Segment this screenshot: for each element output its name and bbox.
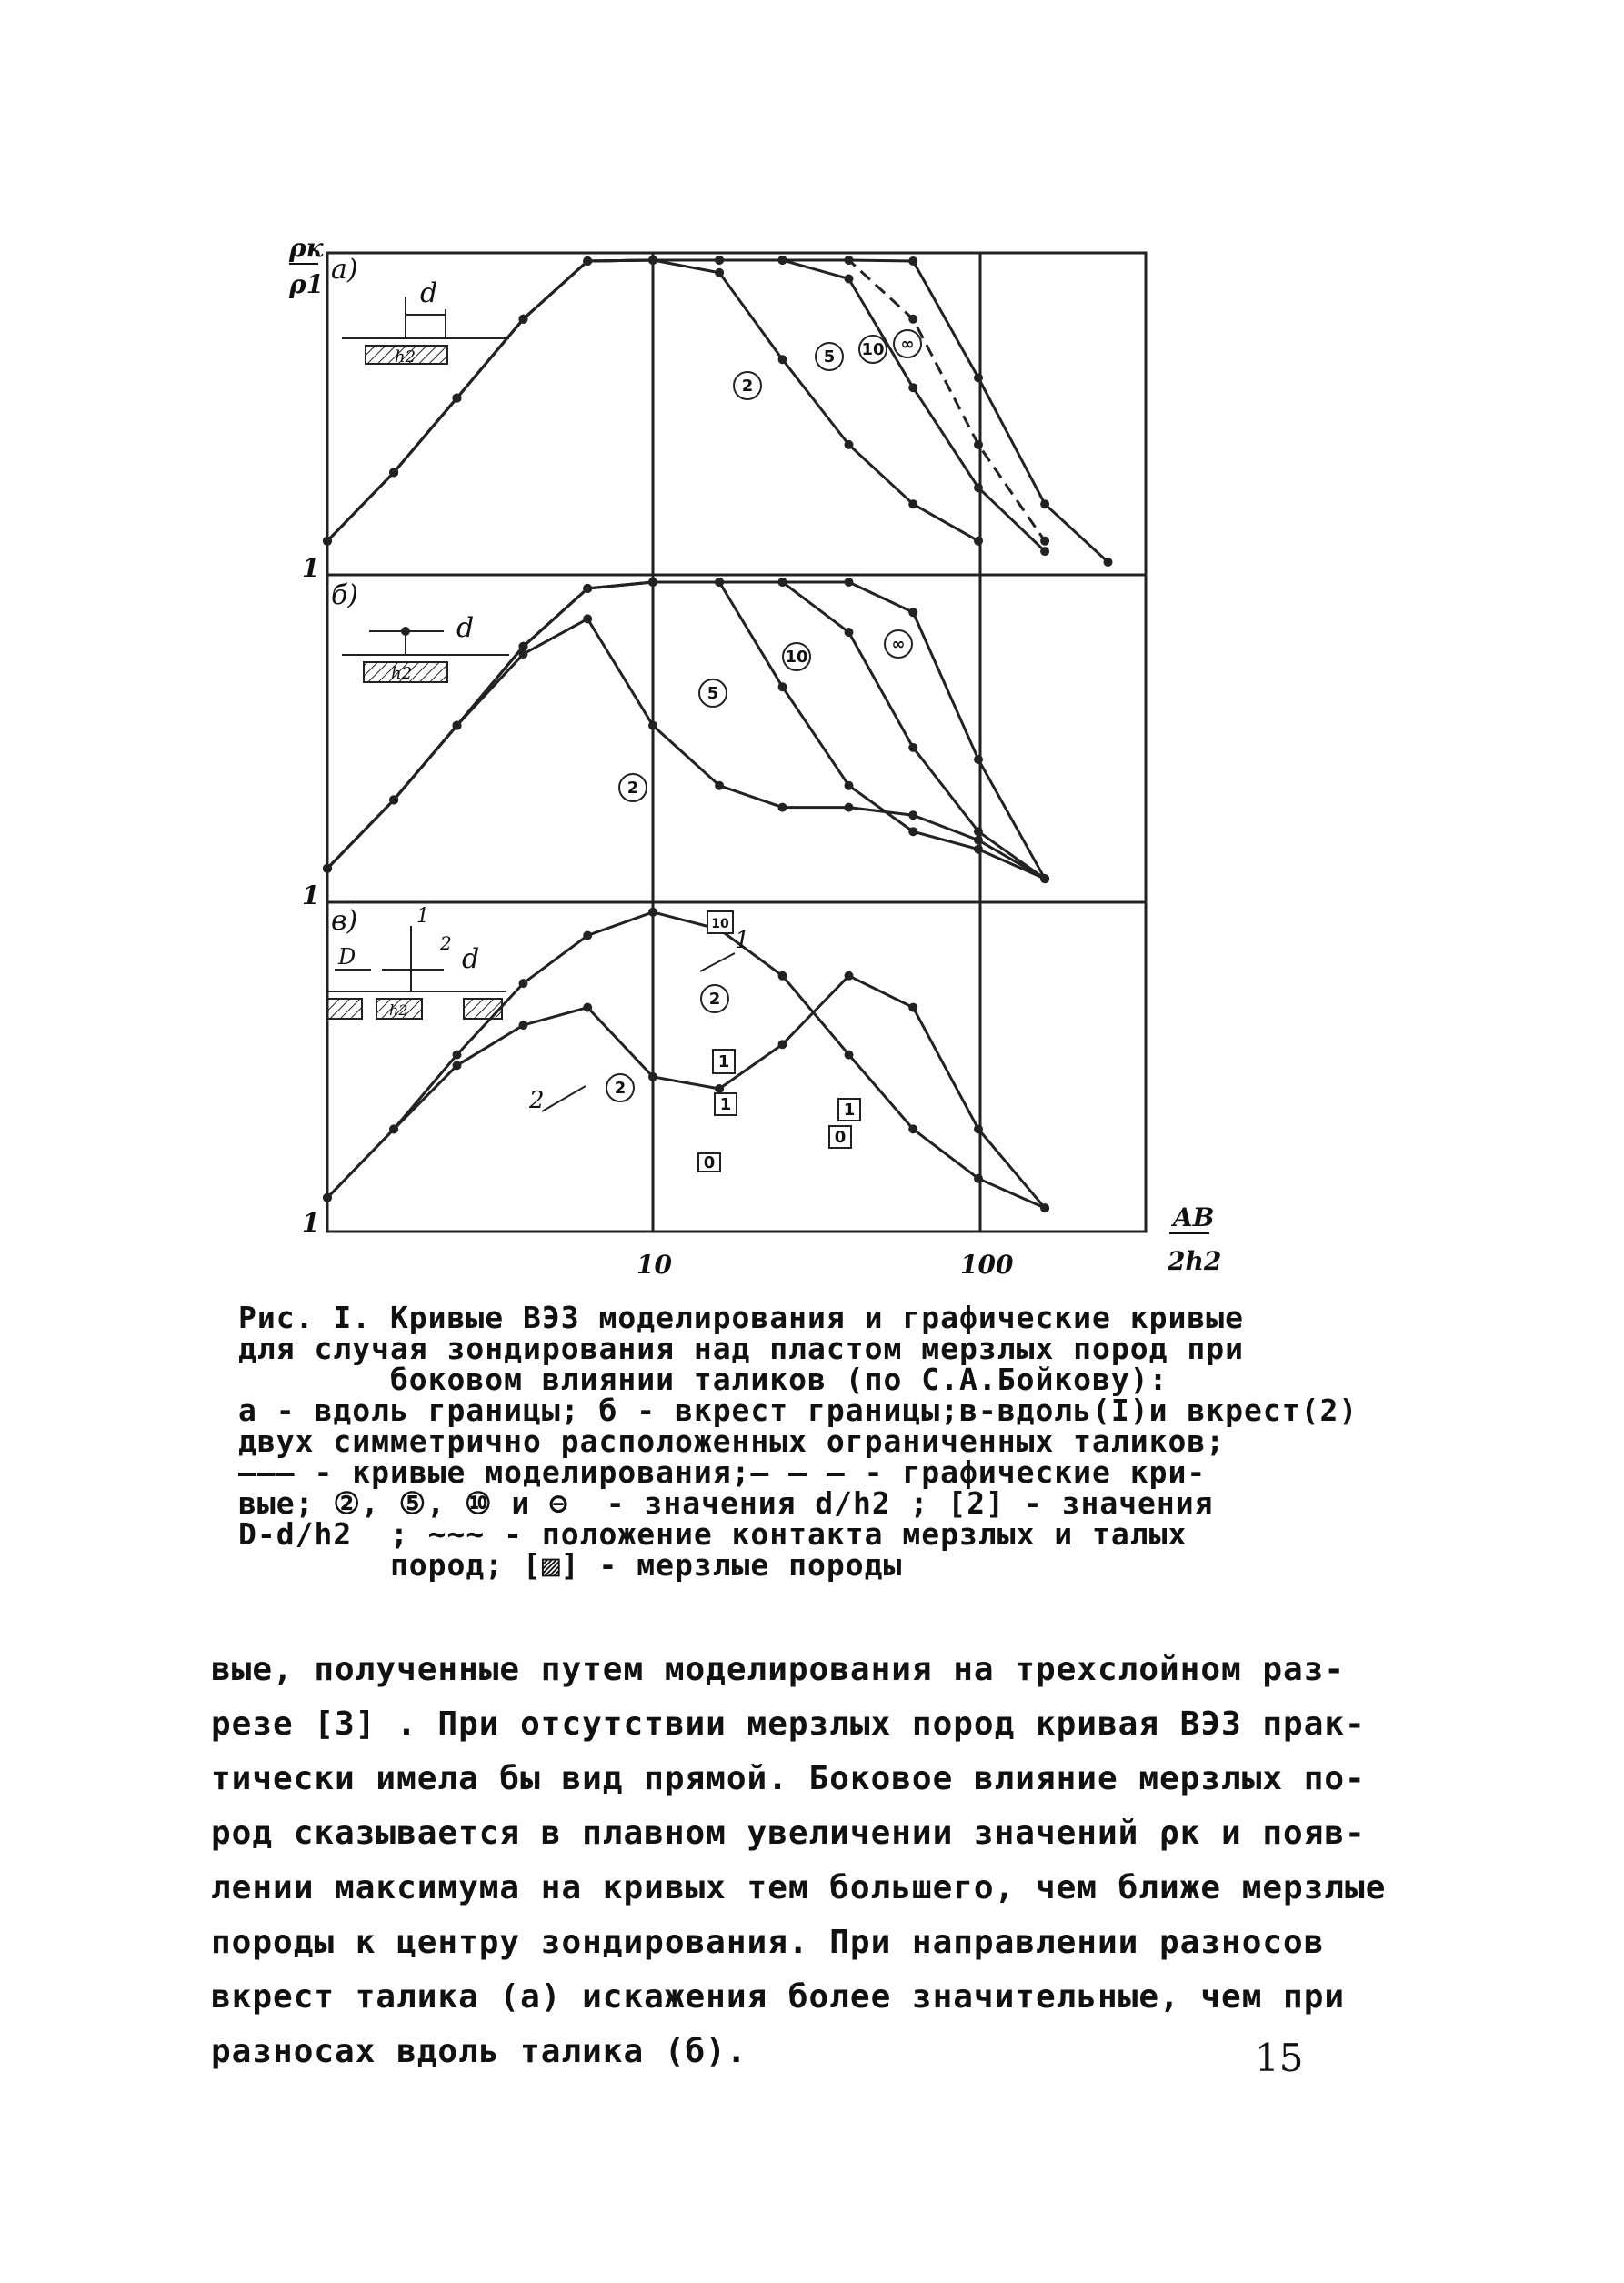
data-point <box>715 578 724 587</box>
panel-frame-b <box>327 575 1146 902</box>
x-axis-label-top: AB <box>1173 1202 1215 1232</box>
box-v-1b: 1 <box>719 1095 732 1114</box>
curve-line-3-1 <box>327 912 1045 1208</box>
curve-line-3-2 <box>327 976 1045 1208</box>
data-point <box>323 864 332 873</box>
data-point <box>323 537 332 546</box>
panel-label-b: б) <box>331 579 359 611</box>
body-line: породы к центру зондирования. При направлении разносов <box>211 1924 1325 1961</box>
marker-v-2a: 2 <box>708 990 721 1009</box>
data-point <box>453 1051 462 1060</box>
y-axis-label-top: ρк <box>289 233 324 263</box>
marker-b-2: 2 <box>627 779 639 798</box>
curve-line-2-3 <box>327 582 1045 879</box>
data-point <box>778 971 787 981</box>
data-point <box>845 803 854 812</box>
inset-v-2: 2 <box>440 932 452 954</box>
caption-line: D-d/h2 ; ~~~ - положение контакта мерзлых и талых <box>238 1516 1188 1552</box>
marker-b-10: 10 <box>785 648 808 667</box>
inset-a <box>342 277 509 367</box>
inset-v-D: D <box>338 944 356 970</box>
data-point <box>648 578 657 587</box>
data-point <box>648 908 657 917</box>
data-point <box>908 383 917 392</box>
data-point <box>974 836 983 845</box>
data-point <box>974 440 983 449</box>
caption-line: Рис. I. Кривые ВЭЗ моделирования и графические кривые <box>238 1300 1244 1335</box>
curve-line-2-1 <box>327 619 1045 879</box>
data-point <box>583 256 592 266</box>
data-point <box>583 584 592 593</box>
data-point <box>389 1124 398 1133</box>
body-line: лении максимума на кривых тем большего, чем ближе мерзлые <box>211 1869 1387 1906</box>
curve-line-2-2 <box>327 582 1045 879</box>
body-line: род сказывается в плавном увеличении значений ρк и появ- <box>211 1815 1366 1852</box>
marker-a-2: 2 <box>741 377 754 396</box>
figure-caption <box>238 1302 1420 1581</box>
y-tick-v: 1 <box>302 1208 320 1238</box>
data-point <box>845 1051 854 1060</box>
data-point <box>974 373 983 382</box>
data-point <box>908 1003 917 1012</box>
data-point <box>453 1061 462 1070</box>
panel-label-v: в) <box>331 905 358 937</box>
data-point <box>715 256 724 265</box>
data-point <box>908 1124 917 1133</box>
curve-label-v-1: 1 <box>735 927 750 954</box>
inset-v-d: d <box>462 943 480 975</box>
panel-frame-a <box>327 253 1146 575</box>
inset-b <box>342 612 509 683</box>
panel-label-a: а) <box>331 254 358 286</box>
data-point <box>778 1040 787 1049</box>
data-point <box>453 721 462 730</box>
caption-line: боковом влиянии таликов (по С.А.Бойкову): <box>238 1362 1168 1397</box>
caption-line: для случая зондирования над пластом мерзлых пород при <box>238 1331 1244 1366</box>
data-point <box>974 1124 983 1133</box>
page-number: 15 <box>1255 2036 1304 2080</box>
marker-a-inf: ∞ <box>900 335 915 354</box>
data-point <box>845 628 854 637</box>
data-point <box>323 1193 332 1202</box>
marker-b-inf: ∞ <box>891 635 906 654</box>
data-point <box>845 781 854 790</box>
caption-line: двух симметрично расположенных ограниченных таликов; <box>238 1423 1226 1459</box>
data-point <box>974 755 983 764</box>
curve-line-2-4 <box>327 582 1045 879</box>
data-point <box>389 468 398 477</box>
inset-v-1: 1 <box>416 905 429 928</box>
data-point <box>974 845 983 854</box>
inset-b-h2: h2 <box>391 664 413 683</box>
data-point <box>1040 537 1049 546</box>
marker-b-5: 5 <box>707 684 719 703</box>
data-point <box>519 1021 528 1030</box>
x-tick-100: 100 <box>960 1250 1014 1280</box>
data-point <box>648 721 657 730</box>
x-axis-label-bottom: 2h2 <box>1168 1246 1222 1276</box>
data-point <box>583 931 592 940</box>
x-tick-10: 10 <box>637 1250 672 1280</box>
data-point <box>908 256 917 266</box>
data-point <box>974 483 983 492</box>
body-line: вые, полученные путем моделирования на трехслойном раз- <box>211 1651 1346 1688</box>
data-point <box>519 642 528 651</box>
box-v-1c: 1 <box>843 1101 856 1120</box>
body-line: резе [3] . При отсутствии мерзлых пород кривая ВЭЗ прак- <box>211 1705 1366 1743</box>
data-point <box>908 315 917 324</box>
data-point <box>778 355 787 364</box>
y-tick-b: 1 <box>302 880 320 910</box>
data-point <box>1040 547 1049 556</box>
caption-line: а - вдоль границы; б - вкрест границы;в-вдоль(I)и вкрест(2) <box>238 1393 1358 1428</box>
box-v-0b: 0 <box>703 1153 716 1172</box>
data-point <box>453 394 462 403</box>
data-point <box>908 608 917 617</box>
marker-a-10: 10 <box>861 340 885 359</box>
data-point <box>715 781 724 790</box>
data-point <box>1104 558 1113 567</box>
data-point <box>908 499 917 508</box>
data-point <box>715 268 724 277</box>
caption-line: пород; [▨] - мерзлые породы <box>238 1547 903 1583</box>
data-point <box>715 1084 724 1093</box>
data-point <box>778 256 787 265</box>
data-point <box>778 682 787 691</box>
curve-line-1-4 <box>327 260 1108 562</box>
data-point <box>1040 499 1049 508</box>
box-v-1a: 1 <box>717 1052 730 1071</box>
data-point <box>389 795 398 804</box>
data-point <box>519 315 528 324</box>
body-paragraph <box>211 1643 1387 2079</box>
data-point <box>778 803 787 812</box>
data-point <box>519 979 528 988</box>
inset-a-h2: h2 <box>395 347 416 367</box>
data-point <box>845 256 854 265</box>
data-point <box>908 827 917 836</box>
inset-v-h2: h2 <box>389 1001 408 1019</box>
data-point <box>648 256 657 265</box>
y-tick-a: 1 <box>302 553 320 583</box>
data-point <box>974 827 983 836</box>
curve-label-v-2: 2 <box>529 1087 545 1114</box>
data-point <box>974 537 983 546</box>
data-point <box>845 275 854 284</box>
body-line: вкрест талика (а) искажения более значительные, чем при <box>211 1978 1346 2016</box>
box-v-0a: 0 <box>834 1128 847 1147</box>
data-point <box>845 440 854 449</box>
data-point <box>845 578 854 587</box>
marker-a-5: 5 <box>823 347 836 367</box>
data-point <box>778 578 787 587</box>
y-axis-label-bottom: ρ1 <box>289 269 325 299</box>
data-point <box>1040 874 1049 883</box>
data-point <box>583 1003 592 1012</box>
body-line: разносах вдоль талика (б). <box>211 2033 747 2070</box>
data-point <box>583 614 592 623</box>
body-line: тически имела бы вид прямой. Боковое влияние мерзлых по- <box>211 1760 1366 1797</box>
data-point <box>974 1174 983 1183</box>
caption-line: вые; ②, ⑤, ⑩ и ⊖ - значения d/h2 ; [2] - значения <box>238 1485 1214 1521</box>
inset-a-d: d <box>420 277 438 309</box>
data-point <box>845 971 854 981</box>
caption-line: ——— - кривые моделирования;— — — - графические кри- <box>238 1454 1207 1490</box>
marker-v-2b: 2 <box>614 1079 627 1098</box>
data-point <box>908 743 917 752</box>
data-point <box>908 810 917 820</box>
data-point <box>648 1072 657 1081</box>
data-point <box>1040 1203 1049 1212</box>
box-v-10: 10 <box>711 917 729 931</box>
inset-b-d: d <box>456 612 475 644</box>
